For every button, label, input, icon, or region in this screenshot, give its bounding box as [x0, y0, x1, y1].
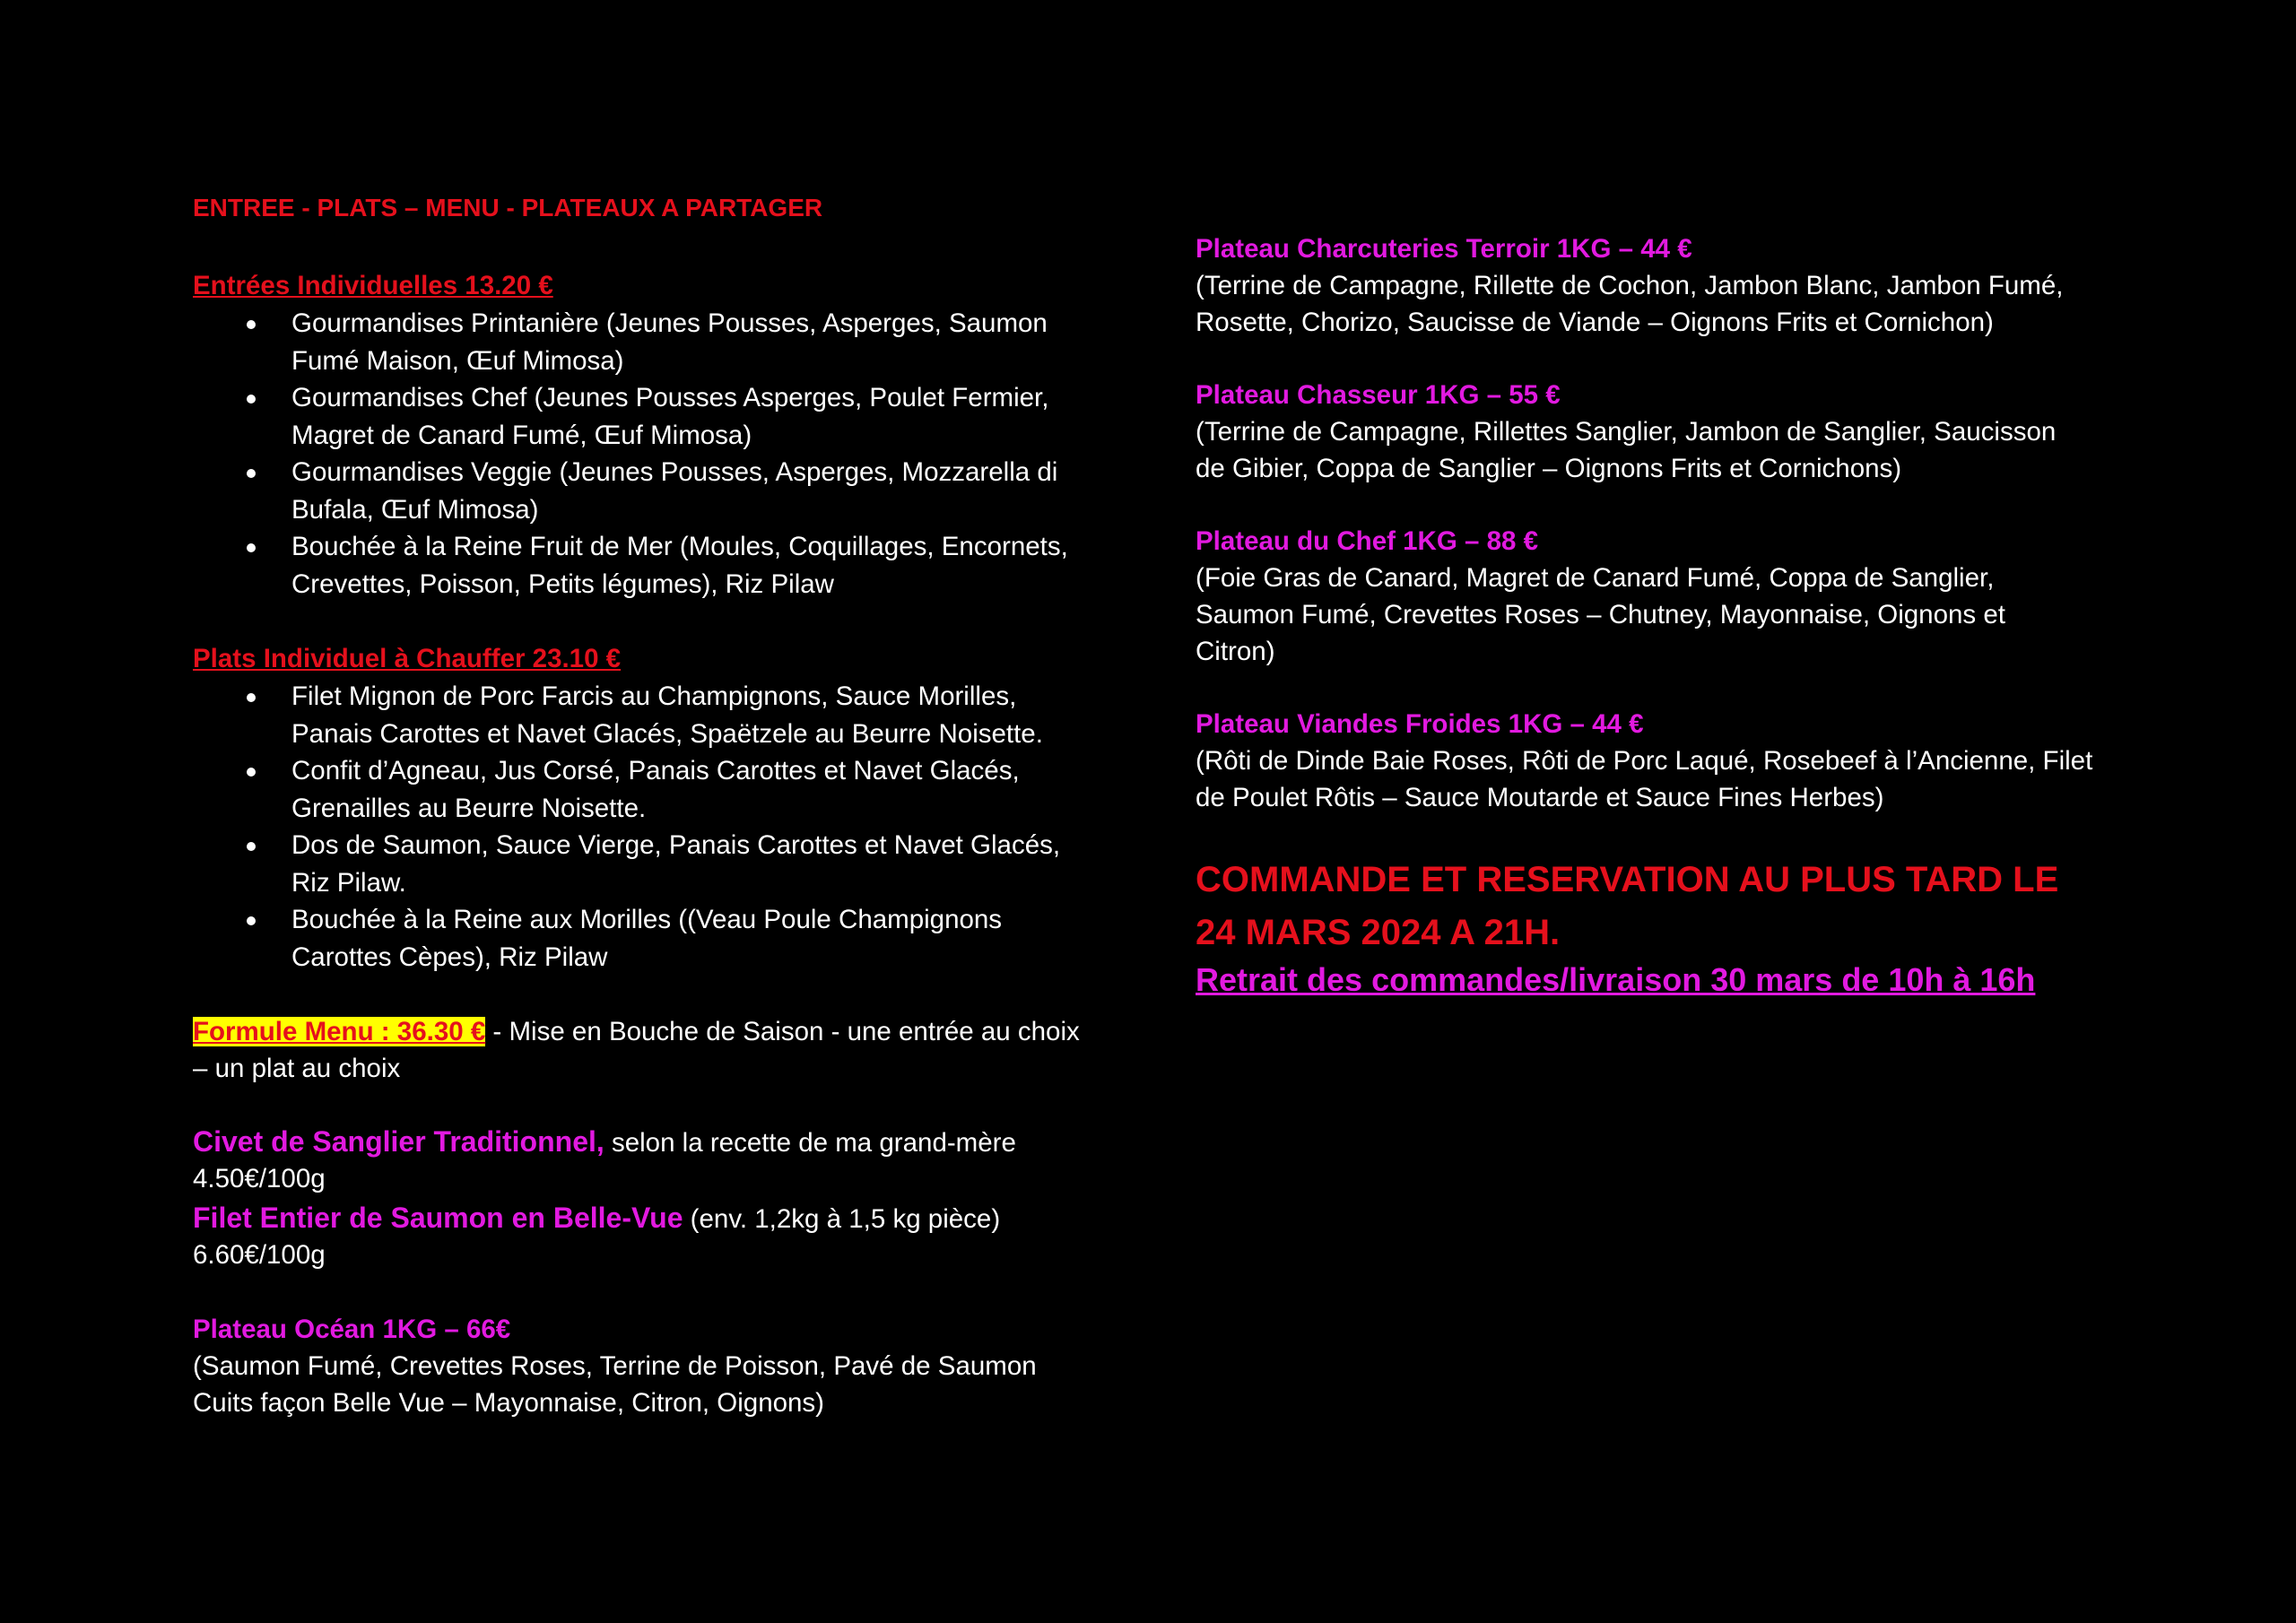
item-line: Gourmandises Chef (Jeunes Pousses Asperges, Poulet Fermier,	[291, 383, 1049, 412]
item-line: Panais Carottes et Navet Glacés, Spaëtzele au Beurre Noisette.	[291, 718, 1043, 749]
item-line: Carottes Cèpes), Riz Pilaw	[291, 942, 608, 972]
plateau-ocean-desc-1: (Saumon Fumé, Crevettes Roses, Terrine de Poisson, Pavé de Saumon	[193, 1351, 1037, 1381]
item-line: Bouchée à la Reine aux Morilles ((Veau Poule Champignons	[291, 905, 1003, 934]
item-line: Bouchée à la Reine Fruit de Mer (Moules, Coquillages, Encornets,	[291, 532, 1068, 561]
item-line: Dos de Saumon, Sauce Vierge, Panais Carottes et Navet Glacés,	[291, 830, 1061, 860]
plats-heading: Plats Individuel à Chauffer 23.10 €	[193, 644, 622, 673]
item-line: Confit d’Agneau, Jus Corsé, Panais Carottes et Navet Glacés,	[291, 756, 1020, 785]
item-line: Riz Pilaw.	[291, 867, 406, 898]
plateau-chef-desc-2: Saumon Fumé, Crevettes Roses – Chutney, Mayonnaise, Oignons et	[1196, 600, 2005, 629]
plateau-chef-title: Plateau du Chef 1KG – 88 €	[1196, 526, 1538, 556]
plateau-chasseur-title: Plateau Chasseur 1KG – 55 €	[1196, 380, 1561, 410]
plateau-ocean-title: Plateau Océan 1KG – 66€	[193, 1315, 511, 1344]
plateau-viandes-desc-2: de Poulet Rôtis – Sauce Moutarde et Sauce Fines Herbes)	[1196, 783, 1884, 812]
bullet-icon	[247, 916, 256, 925]
list-item	[193, 678, 1117, 752]
item-line: Magret de Canard Fumé, Œuf Mimosa)	[291, 420, 752, 450]
plateau-viandes-desc-1: (Rôti de Dinde Baie Roses, Rôti de Porc Laqué, Rosebeef à l’Ancienne, Filet	[1196, 746, 2093, 776]
plateau-chasseur-desc-2: de Gibier, Coppa de Sanglier – Oignons Frits et Cornichons)	[1196, 454, 1902, 483]
saumon-desc: (env. 1,2kg à 1,5 kg pièce)	[683, 1204, 1001, 1234]
item-line: Gourmandises Veggie (Jeunes Pousses, Asperges, Mozzarella di	[291, 457, 1058, 487]
list-item	[193, 827, 1117, 901]
saumon-line	[193, 1200, 1000, 1237]
saumon-price: 6.60€/100g	[193, 1240, 326, 1270]
item-line: Bufala, Œuf Mimosa)	[291, 494, 539, 525]
item-line: Grenailles au Beurre Noisette.	[291, 793, 647, 823]
list-item	[193, 379, 1117, 454]
bullet-icon	[247, 768, 256, 777]
list-item	[193, 454, 1117, 528]
list-item	[193, 305, 1117, 379]
saumon-name: Filet Entier de Saumon en Belle-Vue	[193, 1202, 683, 1234]
plateau-ocean-desc-2: Cuits façon Belle Vue – Mayonnaise, Citron, Oignons)	[193, 1388, 824, 1418]
item-line: Gourmandises Printanière (Jeunes Pousses, Asperges, Saumon	[291, 308, 1048, 338]
civet-line	[193, 1124, 1016, 1161]
item-line: Fumé Maison, Œuf Mimosa)	[291, 345, 624, 376]
bullet-icon	[247, 395, 256, 404]
plateau-chef-desc-3: Citron)	[1196, 637, 1275, 666]
entrees-heading: Entrées Individuelles 13.20 €	[193, 271, 553, 300]
retrait-info: Retrait des commandes/livraison 30 mars de 10h à 16h	[1196, 961, 2036, 998]
plateau-terroir-desc-1: (Terrine de Campagne, Rillette de Cochon, Jambon Blanc, Jambon Fumé,	[1196, 271, 2064, 300]
item-line: Filet Mignon de Porc Farcis au Champignons, Sauce Morilles,	[291, 681, 1017, 711]
bullet-icon	[247, 469, 256, 478]
plateau-terroir-title: Plateau Charcuteries Terroir 1KG – 44 €	[1196, 234, 1692, 264]
bullet-icon	[247, 842, 256, 851]
item-line: Crevettes, Poisson, Petits légumes), Riz Pilaw	[291, 568, 834, 599]
formule-text: - Mise en Bouche de Saison - une entrée au choix	[485, 1017, 1080, 1046]
entrees-list	[193, 305, 1117, 603]
bullet-icon	[247, 693, 256, 702]
list-item	[193, 901, 1117, 976]
commande-line-2: 24 MARS 2024 A 21H.	[1196, 913, 1561, 952]
list-item	[193, 752, 1117, 827]
bullet-icon	[247, 320, 256, 329]
plateau-viandes-title: Plateau Viandes Froides 1KG – 44 €	[1196, 709, 1644, 739]
plateau-terroir-desc-2: Rosette, Chorizo, Saucisse de Viande – Oignons Frits et Cornichon)	[1196, 308, 1994, 337]
commande-line-1: COMMANDE ET RESERVATION AU PLUS TARD LE	[1196, 860, 2059, 899]
formule-label: Formule Menu : 36.30 €	[193, 1017, 486, 1046]
plats-list	[193, 678, 1117, 976]
plateau-chasseur-desc-1: (Terrine de Campagne, Rillettes Sanglier, Jambon de Sanglier, Saucisson	[1196, 417, 2057, 447]
civet-price: 4.50€/100g	[193, 1164, 326, 1193]
civet-name: Civet de Sanglier Traditionnel,	[193, 1125, 604, 1158]
list-item	[193, 528, 1117, 603]
formule-text-2: – un plat au choix	[193, 1054, 401, 1083]
page-title: ENTREE - PLATS – MENU - PLATEAUX A PARTAGER	[193, 194, 823, 221]
plateau-chef-desc-1: (Foie Gras de Canard, Magret de Canard Fumé, Coppa de Sanglier,	[1196, 563, 1995, 593]
bullet-icon	[247, 543, 256, 552]
civet-desc: selon la recette de ma grand-mère	[604, 1128, 1016, 1158]
formule-line	[193, 1013, 1080, 1050]
